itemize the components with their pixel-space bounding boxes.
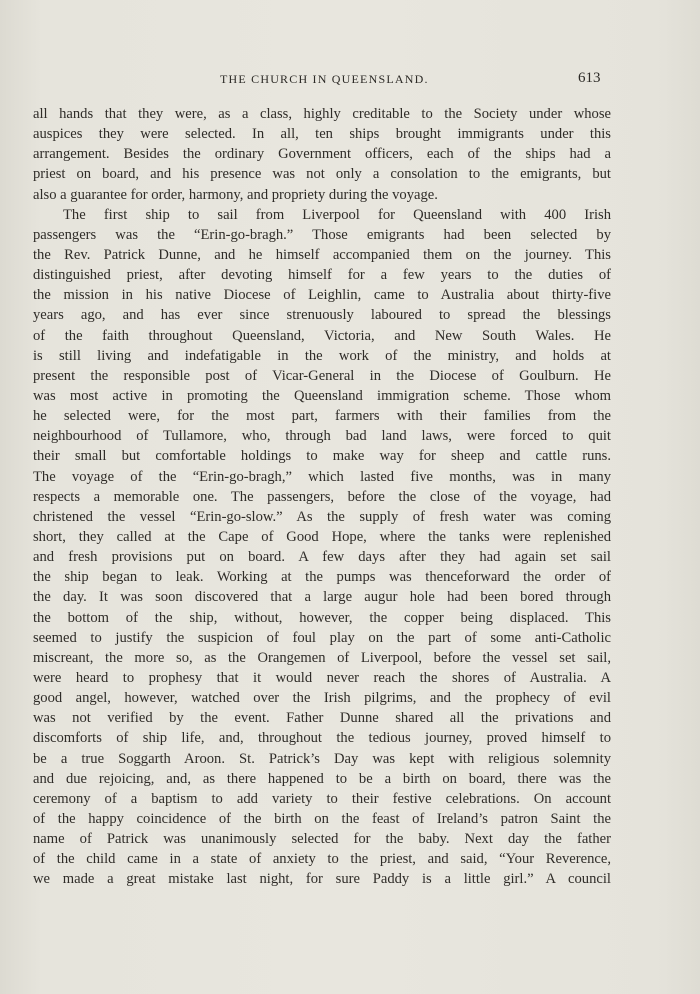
body-text [33,104,611,889]
text-line: the Rev. Patrick Dunne, and he himself accompanied them on the journey. This [33,246,611,263]
text-line: of the child came in a state of anxiety to the priest, and said, “Your Reverence, [33,851,611,868]
text-line: The voyage of the “Erin-go-bragh,” which lasted five months, was in many [33,468,611,485]
text-line: good angel, however, watched over the Irish pilgrims, and the prophecy of evil [33,690,611,707]
page-number: 613 [578,70,601,86]
text-line: years ago, and has ever since strenuously laboured to spread the blessings [33,307,611,324]
text-line: respects a memorable one. The passengers, before the close of the voyage, had [33,488,611,505]
text-line: all hands that they were, as a class, highly creditable to the Society under whose [33,106,611,122]
text-line: and fresh provisions put on board. A few days after they had again set sail [33,549,611,566]
text-line: was not verified by the event. Father Dunne shared all the privations and [33,710,611,727]
text-line: and due rejoicing, and, as there happened to be a birth on board, there was the [33,770,611,787]
text-line: passengers was the “Erin-go-bragh.” Those emigrants had been selected by [33,226,611,243]
text-line: also a guarantee for order, harmony, and propriety during the voyage. [33,186,438,203]
text-line: the ship began to leak. Working at the pumps was thenceforward the order of [33,569,611,586]
text-line: is still living and indefatigable in the work of the ministry, and holds at [33,347,611,364]
text-line: distinguished priest, after devoting himself for a few years to the duties of [33,267,611,284]
text-line: miscreant, the more so, as the Orangemen of Liverpool, before the vessel set sail, [33,649,611,666]
text-line: discomforts of ship life, and, throughout the tedious journey, proved himself to [33,730,611,747]
text-line: of the happy coincidence of the birth on the feast of Ireland’s patron Saint the [33,810,611,827]
text-line: auspices they were selected. In all, ten ships brought immigrants under this [33,126,611,143]
text-line: seemed to justify the suspicion of foul play on the part of some anti-Catholic [33,629,611,646]
text-line: neighbourhood of Tullamore, who, through bad land laws, were forced to quit [33,428,611,445]
paragraph-first-line: The first ship to sail from Liverpool for Queensland with 400 Irish [63,206,611,223]
text-line: ceremony of a baptism to add variety to their festive celebrations. On account [33,790,611,807]
text-line: he selected were, for the most part, farmers with their families from the [33,408,611,425]
text-line: of the faith throughout Queensland, Victoria, and New South Wales. He [33,327,611,344]
text-line: the mission in his native Diocese of Leighlin, came to Australia about thirty-five [33,287,611,304]
text-line: their small but comfortable holdings to make way for sheep and cattle runs. [33,448,611,465]
text-line: arrangement. Besides the ordinary Government officers, each of the ships had a [33,146,611,163]
text-line: christened the vessel “Erin-go-slow.” As the supply of fresh water was coming [33,508,611,525]
text-line: short, they called at the Cape of Good Hope, where the tanks were replenished [33,528,611,545]
text-line: was most active in promoting the Queensland immigration scheme. Those whom [33,387,611,404]
text-line: name of Patrick was unanimously selected for the baby. Next day the father [33,831,611,848]
text-line: the day. It was soon discovered that a large augur hole had been bored through [33,589,611,606]
running-title: THE CHURCH IN QUEENSLAND. [220,72,429,86]
text-line: we made a great mistake last night, for sure Paddy is a little girl.” A council [33,871,611,888]
text-line: the bottom of the ship, without, however, the copper being displaced. This [33,609,611,626]
text-line: priest on board, and his presence was not only a consolation to the emigrants, but [33,166,611,183]
page-header [0,72,700,92]
text-line: were heard to prophesy that it would never reach the shores of Australia. A [33,669,611,686]
text-line: present the responsible post of Vicar-General in the Diocese of Goulburn. He [33,367,611,384]
text-line: be a true Soggarth Aroon. St. Patrick’s Day was kept with religious solemnity [33,750,611,767]
